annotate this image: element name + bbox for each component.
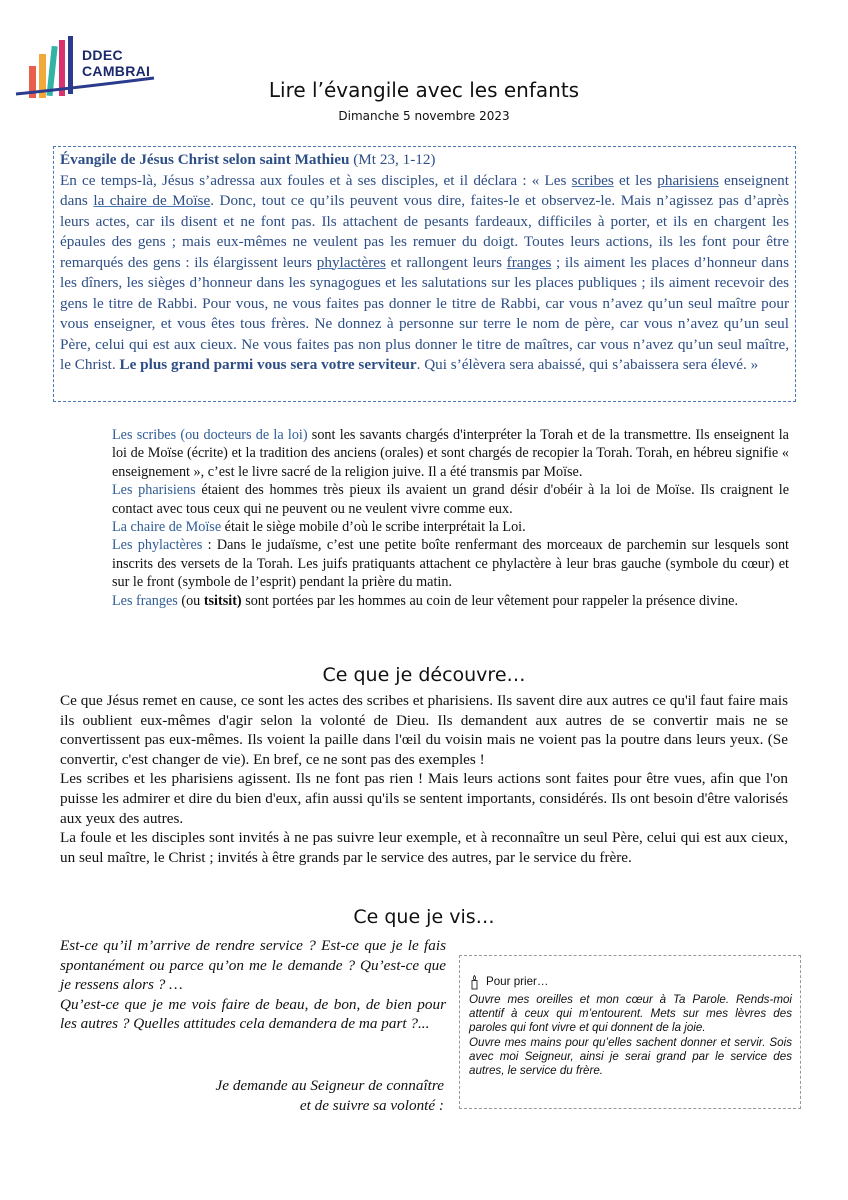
- closing-line: et de suivre sa volonté :: [299, 1096, 444, 1114]
- candle-icon: [469, 975, 480, 990]
- glossary-item-phylacteres: [112, 536, 789, 591]
- glossary-definition: étaient des hommes très pieux ils avaient un grand désir d'obéir à la loi de Moïse. Ils craignent le contact avec tous ceux qui ne peuvent ou ne veulent vivre comme eux.: [112, 482, 789, 517]
- gospel-text: et les: [613, 171, 658, 189]
- gospel-link-scribes[interactable]: scribes: [571, 171, 614, 189]
- gospel-title: Évangile de Jésus Christ selon saint Mathieu: [60, 151, 350, 168]
- glossary: [112, 426, 789, 610]
- glossary-item-scribes: [112, 426, 789, 481]
- reflection-questions: [60, 936, 446, 1034]
- question-paragraph: Est-ce qu’il m’arrive de rendre service ? Est-ce que je le fais spontanément ou parce qu’on me le demande ? Qu’est-ce que je ressens alors ? …: [60, 937, 446, 994]
- gospel-text: En ce temps-là, Jésus s’adressa aux foules et à ses disciples, et il déclara : « Les: [60, 171, 572, 189]
- glossary-term: Les franges: [112, 592, 178, 609]
- glossary-term: La chaire de Moïse: [112, 519, 222, 536]
- glossary-definition: était le siège mobile d’où le scribe interprétait la Loi.: [221, 519, 526, 536]
- gospel-text: enseignent dans: [60, 171, 789, 209]
- section-heading-discover: Ce que je découvre…: [322, 664, 526, 686]
- discover-paragraph: Les scribes et les pharisiens agissent. Ils ne font pas rien ! Mais leurs actions sont faites pour être vues, afin que l'on puisse les admirer et dire du bien d'eux, afin aussi qu'ils se sentent importants, considérés. Ils ont besoin d'être valorisés aux yeux des autres.: [60, 770, 788, 827]
- prayer-text: [469, 993, 792, 1078]
- gospel-text: . Donc, tout ce qu’ils peuvent vous dire, faites-le et observez-le. Mais n’agissez pas d’après leurs actes, car ils disent et ne font pas. Ils attachent de pesants fardeaux, difficiles à porter, et ils en chargent les épaules des gens ; mais eux-mêmes ne veulent pas les remuer du doigt. Toutes leurs actions, ils les font pour être remarqués des gens : ils élargissent leurs: [60, 192, 790, 271]
- gospel-link-franges[interactable]: franges: [506, 253, 552, 271]
- glossary-term: Les pharisiens: [112, 482, 196, 499]
- closing-text: [160, 1076, 444, 1115]
- gospel-link-phylacteres[interactable]: phylactères: [316, 253, 386, 271]
- prayer-box: [459, 955, 801, 1109]
- glossary-item-franges: [112, 592, 789, 610]
- gospel-text: ; ils aiment les places d’honneur dans les dîners, les sièges d’honneur dans les synagogues et les salutations sur les places publiques ; ils aiment recevoir des gens le titre de Rabbi. Pour vous, ne vous faites pas donner le titre de Rabbi, car vous n’avez qu’un seul maître pour vous enseigner, et vous êtes tous frères. Ne donnez à personne sur terre le nom de père, car vous n’avez qu’un seul Père, celui qui est aux cieux. Ne vous faites pas non plus donner le titre de maîtres, car vous n’avez qu’un seul maître, le Christ.: [60, 253, 789, 373]
- question-paragraph: Qu’est-ce que je me vois faire de beau, de bon, de bien pour les autres ? Quelles attitudes cela demandera de ma part ?...: [60, 995, 446, 1033]
- glossary-term-bold: tsitsit): [203, 592, 242, 609]
- section-heading-live: Ce que je vis…: [353, 906, 495, 928]
- prayer-header: [469, 975, 792, 990]
- glossary-item-pharisiens: [112, 481, 789, 518]
- page-date: Dimanche 5 novembre 2023: [338, 109, 510, 123]
- gospel-emphasis: Le plus grand parmi vous sera votre serviteur: [119, 356, 417, 373]
- closing-line: Je demande au Seigneur de connaître: [215, 1077, 444, 1094]
- gospel-reference: (Mt 23, 1-12): [349, 151, 436, 168]
- discover-text: [60, 691, 788, 867]
- glossary-definition: sont portées par les hommes au coin de leur vêtement pour rappeler la présence divine.: [241, 592, 739, 609]
- prayer-line: Ouvre mes mains pour qu’elles sachent donner et servir. Sois avec moi Seigneur, ainsi je serai grand par le service des autres, le service du frère.: [469, 1035, 792, 1078]
- gospel-link-chaire[interactable]: la chaire de Moïse: [93, 192, 211, 209]
- glossary-definition: (ou: [177, 592, 204, 609]
- gospel-box: [53, 146, 796, 402]
- gospel-link-pharisiens[interactable]: pharisiens: [657, 171, 719, 189]
- page-title: Lire l’évangile avec les enfants: [268, 78, 580, 102]
- gospel-text: . Qui s’élèvera sera abaissé, qui s’abaissera sera élevé. »: [416, 356, 759, 373]
- glossary-definition: : Dans le judaïsme, c’est une petite boîte renfermant des morceaux de parchemin sur lesquels sont inscrits des versets de la Torah. Les juifs pratiquants attachent ce phylactère à leur bras gauche (symbole du cœur) et sur le front (symbole de l’esprit) pendant la prière du matin.: [112, 537, 789, 591]
- gospel-text: et rallongent leurs: [385, 253, 507, 271]
- prayer-line: Ouvre mes oreilles et mon cœur à Ta Parole. Rends-moi attentif à ceux qui m’entourent. Mets sur mes lèvres des paroles qui font vivre et qui donnent de la joie.: [469, 993, 792, 1035]
- discover-paragraph: Ce que Jésus remet en cause, ce sont les actes des scribes et pharisiens. Ils savent dire aux autres ce qu'il faut faire mais ils oublient eux-mêmes d'agir selon la volonté de Dieu. Ils demandent aux autres de se convertir mais ne se convertissent pas eux-mêmes. Ils voient la paille dans l'œil du voisin mais ne voient pas la poutre dans leurs yeux. (Se convertir, c'est changer de vie). En bref, ce ne sont pas des exemples !: [60, 692, 788, 768]
- glossary-item-chaire: [112, 518, 789, 536]
- glossary-definition: sont les savants chargés d'interpréter la Torah et de la transmettre. Ils enseignent la loi de Moïse (écrite) et la tradition des anciens (orales) et sont chargés de recopier la Torah. Torah, en hébreu signifie « enseignement », c’est le livre sacré de la religion juive. Il a été transmis par Moïse.: [112, 427, 789, 480]
- glossary-term: Les scribes (ou docteurs de la loi): [112, 427, 308, 443]
- logo-line1: DDEC: [82, 47, 123, 63]
- prayer-heading: Pour prier…: [486, 975, 549, 989]
- logo-line2: CAMBRAI: [82, 63, 151, 79]
- discover-paragraph: La foule et les disciples sont invités à ne pas suivre leur exemple, et à reconnaître un seul Père, celui qui est aux cieux, un seul maître, le Christ ; invités à être grands par le service des autres, par le service du frère.: [60, 829, 788, 866]
- glossary-term: Les phylactères: [112, 537, 203, 554]
- logo-text: [82, 47, 150, 79]
